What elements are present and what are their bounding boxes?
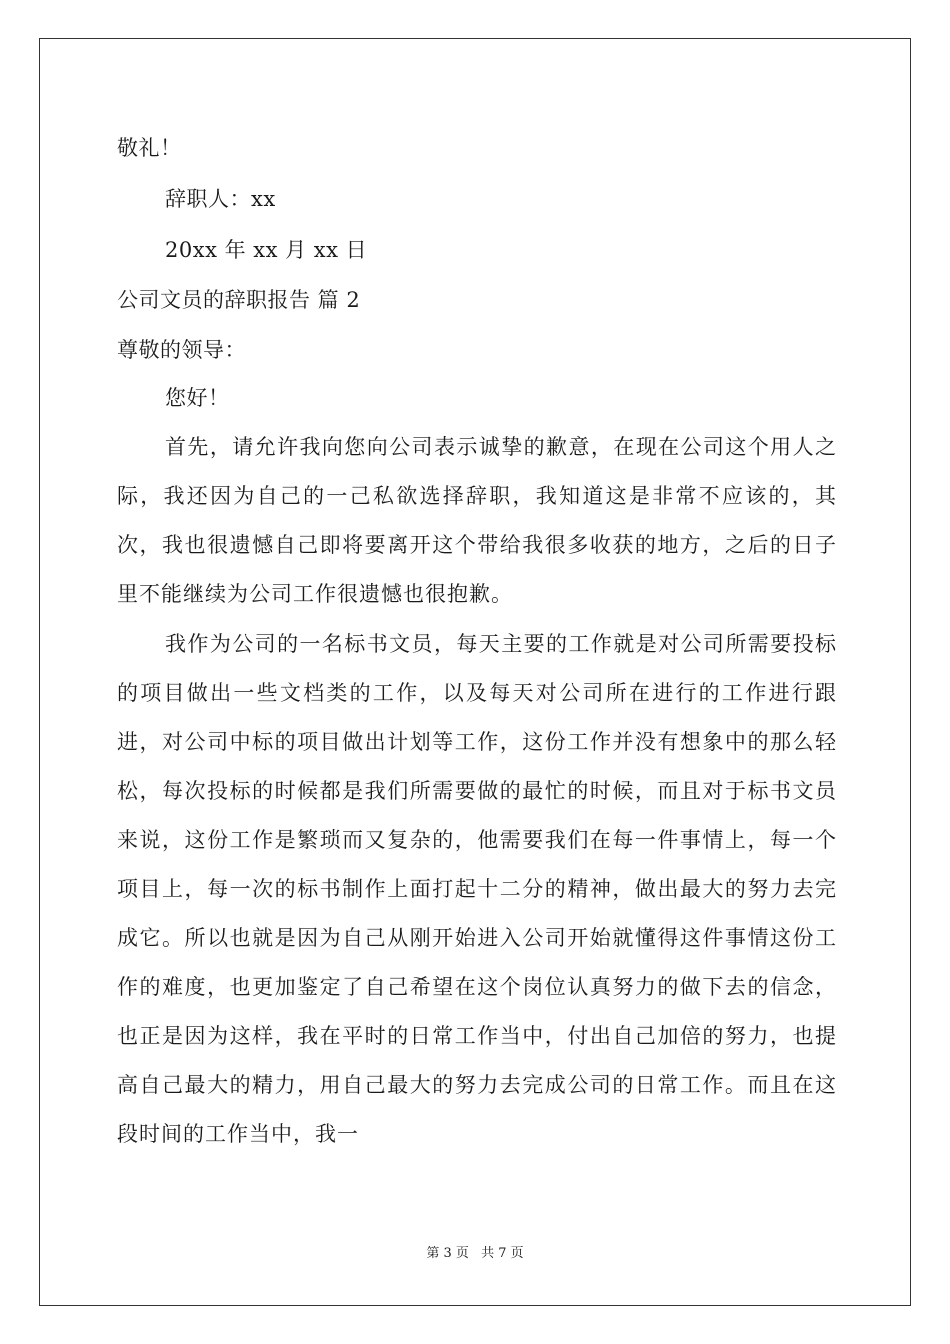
closing-line: 敬礼！	[117, 136, 182, 160]
page-number: 第 3 页	[426, 1246, 469, 1261]
date-line: 20xx 年 xx 月 xx 日	[165, 238, 368, 262]
paragraph-work-description: 我作为公司的一名标书文员，每天主要的工作就是对公司所需要投标的项目做出一些文档类的工作，以及每天对公司所在进行的工作进行跟进，对公司中标的项目做出计划等工作，这份工作并没有想象中的那么轻松，每次投标的时候都是我们所需要做的最忙的时候，而且对于标书文员来说，这份工作是繁琐而又复杂的，他需要我们在每一件事情上，每一个项目上，每一次的标书制作上面打起十二分的精神，做出最大的努力去完成它。所以也就是因为自己从刚开始进入公司开始就懂得这件事情这份工作的难度，也更加鉴定了自己希望在这个岗位认真努力的做下去的信念，也正是因为这样，我在平时的日常工作当中，付出自己加倍的努力，也提高自己最大的精力，用自己最大的努力去完成公司的日常工作。而且在这段时间的工作当中，我一	[117, 632, 837, 1146]
signature-line: 辞职人：xx	[165, 187, 276, 211]
section-heading: 公司文员的辞职报告 篇 2	[117, 288, 361, 312]
page-footer	[0, 1245, 950, 1263]
salutation: 尊敬的领导：	[117, 338, 246, 362]
paragraph-apology: 首先，请允许我向您向公司表示诚挚的歉意，在现在公司这个用人之际，我还因为自己的一己私欲选择辞职，我知道这是非常不应该的，其次，我也很遗憾自己即将要离开这个带给我很多收获的地方，之后的日子里不能继续为公司工作很遗憾也很抱歉。	[117, 435, 837, 606]
greeting: 您好！	[165, 386, 230, 410]
page-total: 共 7 页	[481, 1246, 524, 1261]
